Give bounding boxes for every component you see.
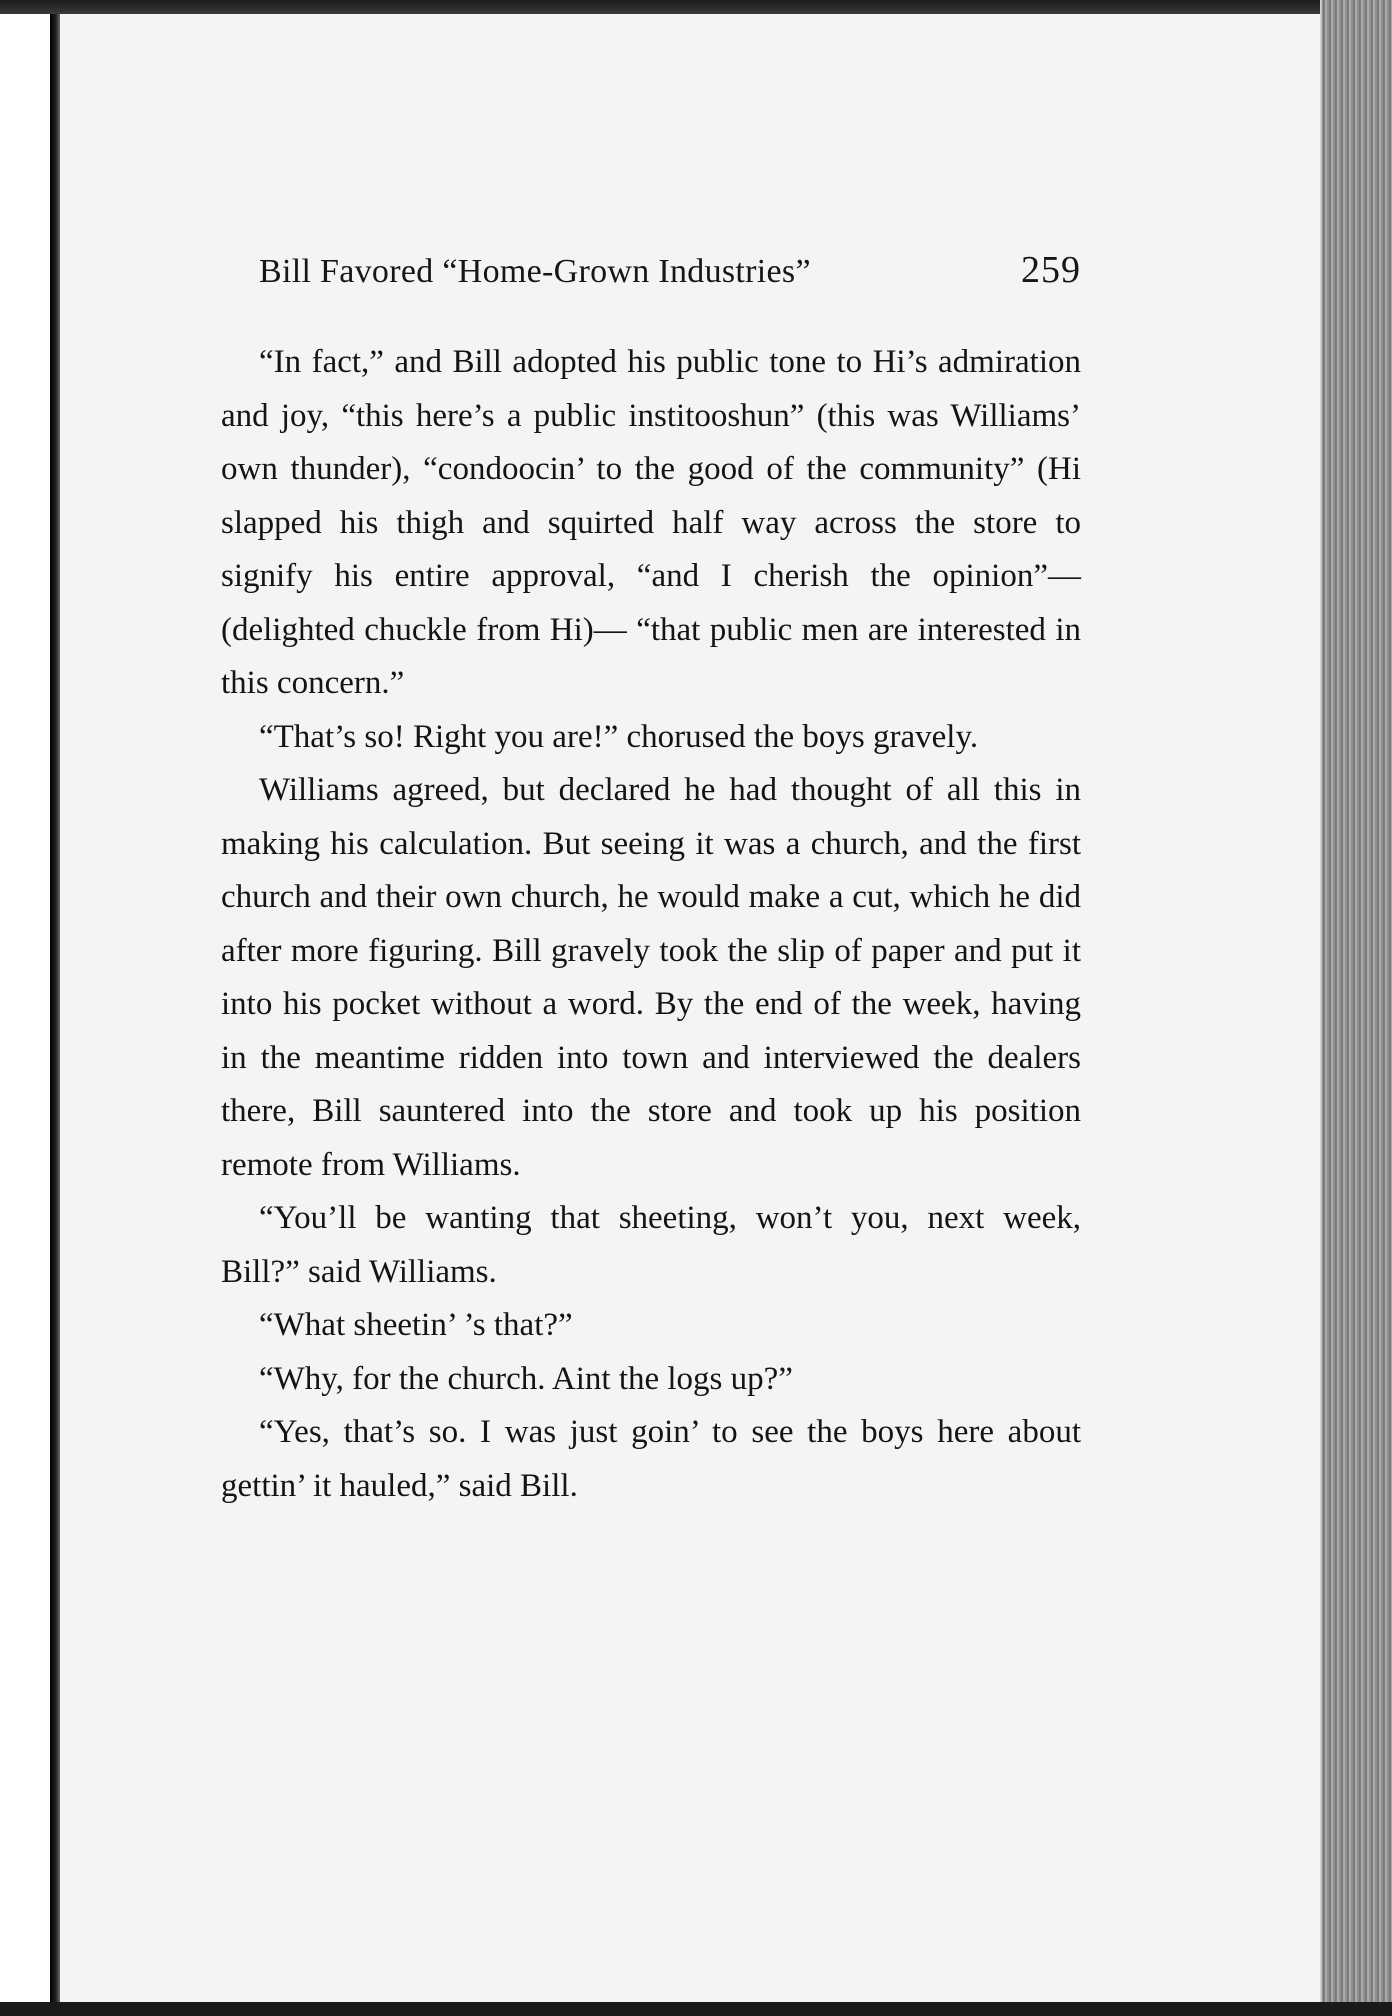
- bottom-scan-edge: [0, 2002, 1392, 2016]
- paragraph: “You’ll be wanting that sheeting, won’t you, next week, Bill?” said Williams.: [221, 1200, 1081, 1290]
- facing-page-edge: [0, 14, 50, 2002]
- top-scan-edge: [0, 0, 1392, 14]
- paragraph: “In fact,” and Bill adopted his public tone to Hi’s admiration and joy, “this here’s a public institooshun” (this was Williams’ own thunder), “condoocin’ to the good of the community” (Hi slapped his thigh and squirted half way across the store to signify his entire approval, “and I cherish the opinion”—(delighted chuckle from Hi)— “that public men are interested in this concern.”: [221, 344, 1081, 701]
- running-head-title: Bill Favored “Home-Grown Industries”: [259, 253, 811, 290]
- paragraph: “That’s so! Right you are!” chorused the boys gravely.: [259, 718, 979, 755]
- book-gutter: [50, 14, 60, 2002]
- body-text: [221, 336, 1081, 1513]
- page-number: 259: [1021, 249, 1081, 291]
- paragraph: Williams agreed, but declared he had thought of all this in making his calculation. But seeing it was a church, and the first church and their own church, he would make a cut, which he did after more figuring. Bill gravely took the slip of paper and put it into his pocket without a word. By the end of the week, having in the meantime ridden into town and interviewed the dealers there, Bill sauntered into the store and took up his position remote from Williams.: [221, 772, 1081, 1183]
- page-stack-edge: [1322, 0, 1392, 2016]
- paragraph: “What sheetin’ ’s that?”: [259, 1307, 573, 1343]
- paragraph: “Yes, that’s so. I was just goin’ to see the boys here about gettin’ it hauled,” said Bill.: [221, 1414, 1081, 1504]
- paragraph: “Why, for the church. Aint the logs up?”: [259, 1360, 793, 1397]
- running-head: [259, 250, 1081, 292]
